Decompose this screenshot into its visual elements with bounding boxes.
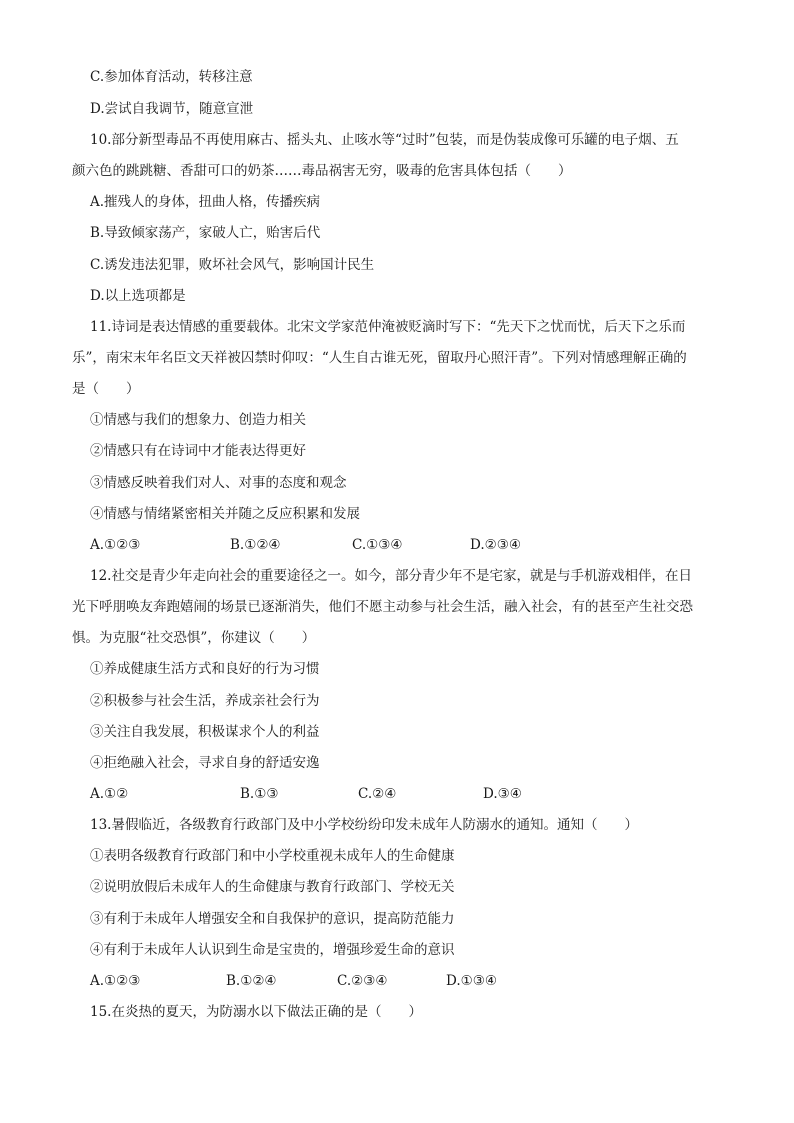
statement-3-q12: ③关注自我发展，积极谋求个人的利益: [90, 724, 320, 740]
question-12-line-3: 惧。为克服“社交恐惧”，你建议（ ）: [72, 630, 316, 646]
question-11-line-2: 乐”，南宋末年名臣文天祥被囚禁时仰叹：“人生自古谁无死，留取丹心照汗青”。下列对情感理解正确的: [72, 350, 687, 366]
option-a-q10: A.摧残人的身体，扭曲人格，传播疾病: [90, 194, 321, 210]
statement-4-q11: ④情感与情绪紧密相关并随之反应积累和发展: [90, 506, 360, 522]
statement-1-q13: ①表明各级教育行政部门和中小学校重视未成年人的生命健康: [90, 848, 455, 864]
question-10-line-2: 颜六色的跳跳糖、香甜可口的奶茶……毒品祸害无穷，吸毒的危害具体包括（ ）: [72, 163, 572, 179]
statement-1-q11: ①情感与我们的想象力、创造力相关: [90, 412, 306, 428]
option-b-q10: B.导致倾家荡产，家破人亡，贻害后代: [90, 225, 321, 241]
choice-a-q11: A.①②③: [90, 537, 141, 553]
question-13: 13.暑假临近，各级教育行政部门及中小学校纷纷印发未成年人防溺水的通知。通知（ ）: [90, 817, 638, 833]
option-d-q10: D.以上选项都是: [90, 288, 186, 304]
question-12-line-2: 光下呼朋唤友奔跑嬉闹的场景已逐渐消失，他们不愿主动参与社会生活，融入社会，有的甚至产生社交恐: [72, 599, 693, 615]
option-c-q10: C.诱发违法犯罪，败坏社会风气，影响国计民生: [90, 257, 375, 273]
statement-2-q12: ②积极参与社会生活，养成亲社会行为: [90, 693, 320, 709]
option-d-q9: D.尝试自我调节，随意宣泄: [90, 101, 254, 117]
statement-2-q13: ②说明放假后未成年人的生命健康与教育行政部门、学校无关: [90, 879, 455, 895]
choice-a-q13: A.①②③: [90, 973, 141, 989]
statement-3-q13: ③有利于未成年人增强安全和自我保护的意识，提高防范能力: [90, 911, 455, 927]
choice-d-q12: D.③④: [483, 786, 522, 802]
choice-a-q12: A.①②: [90, 786, 129, 802]
question-11-line-1: 11.诗词是表达情感的重要载体。北宋文学家范仲淹被贬滴时写下：“先天下之忧而忧，后天下之乐而: [90, 319, 686, 335]
choice-d-q13: D.①③④: [446, 973, 497, 989]
statement-4-q13: ④有利于未成年人认识到生命是宝贵的，增强珍爱生命的意识: [90, 942, 455, 958]
choice-b-q12: B.①③: [240, 786, 279, 802]
question-11-line-3: 是（ ）: [72, 381, 140, 397]
choice-d-q11: D.②③④: [470, 537, 521, 553]
statement-2-q11: ②情感只有在诗词中才能表达得更好: [90, 443, 306, 459]
choice-c-q13: C.②③④: [337, 973, 388, 989]
statement-1-q12: ①养成健康生活方式和良好的行为习惯: [90, 661, 320, 677]
choice-b-q13: B.①②④: [226, 973, 277, 989]
choice-c-q12: C.②④: [358, 786, 397, 802]
question-12-line-1: 12.社交是青少年走向社会的重要途径之一。如今，部分青少年不是宅家，就是与手机游戏相伴，在日: [90, 568, 692, 584]
choice-b-q11: B.①②④: [230, 537, 281, 553]
question-15: 15.在炎热的夏天，为防溺水以下做法正确的是（ ）: [90, 1004, 422, 1020]
option-c-q9: C.参加体育活动，转移注意: [90, 69, 253, 85]
statement-3-q11: ③情感反映着我们对人、对事的态度和观念: [90, 475, 347, 491]
choice-c-q11: C.①③④: [352, 537, 403, 553]
statement-4-q12: ④拒绝融入社会，寻求自身的舒适安逸: [90, 755, 320, 771]
question-10-line-1: 10.部分新型毒品不再使用麻古、摇头丸、止咳水等“过时”包装，而是伪装成像可乐罐的电子烟、五: [90, 132, 679, 148]
